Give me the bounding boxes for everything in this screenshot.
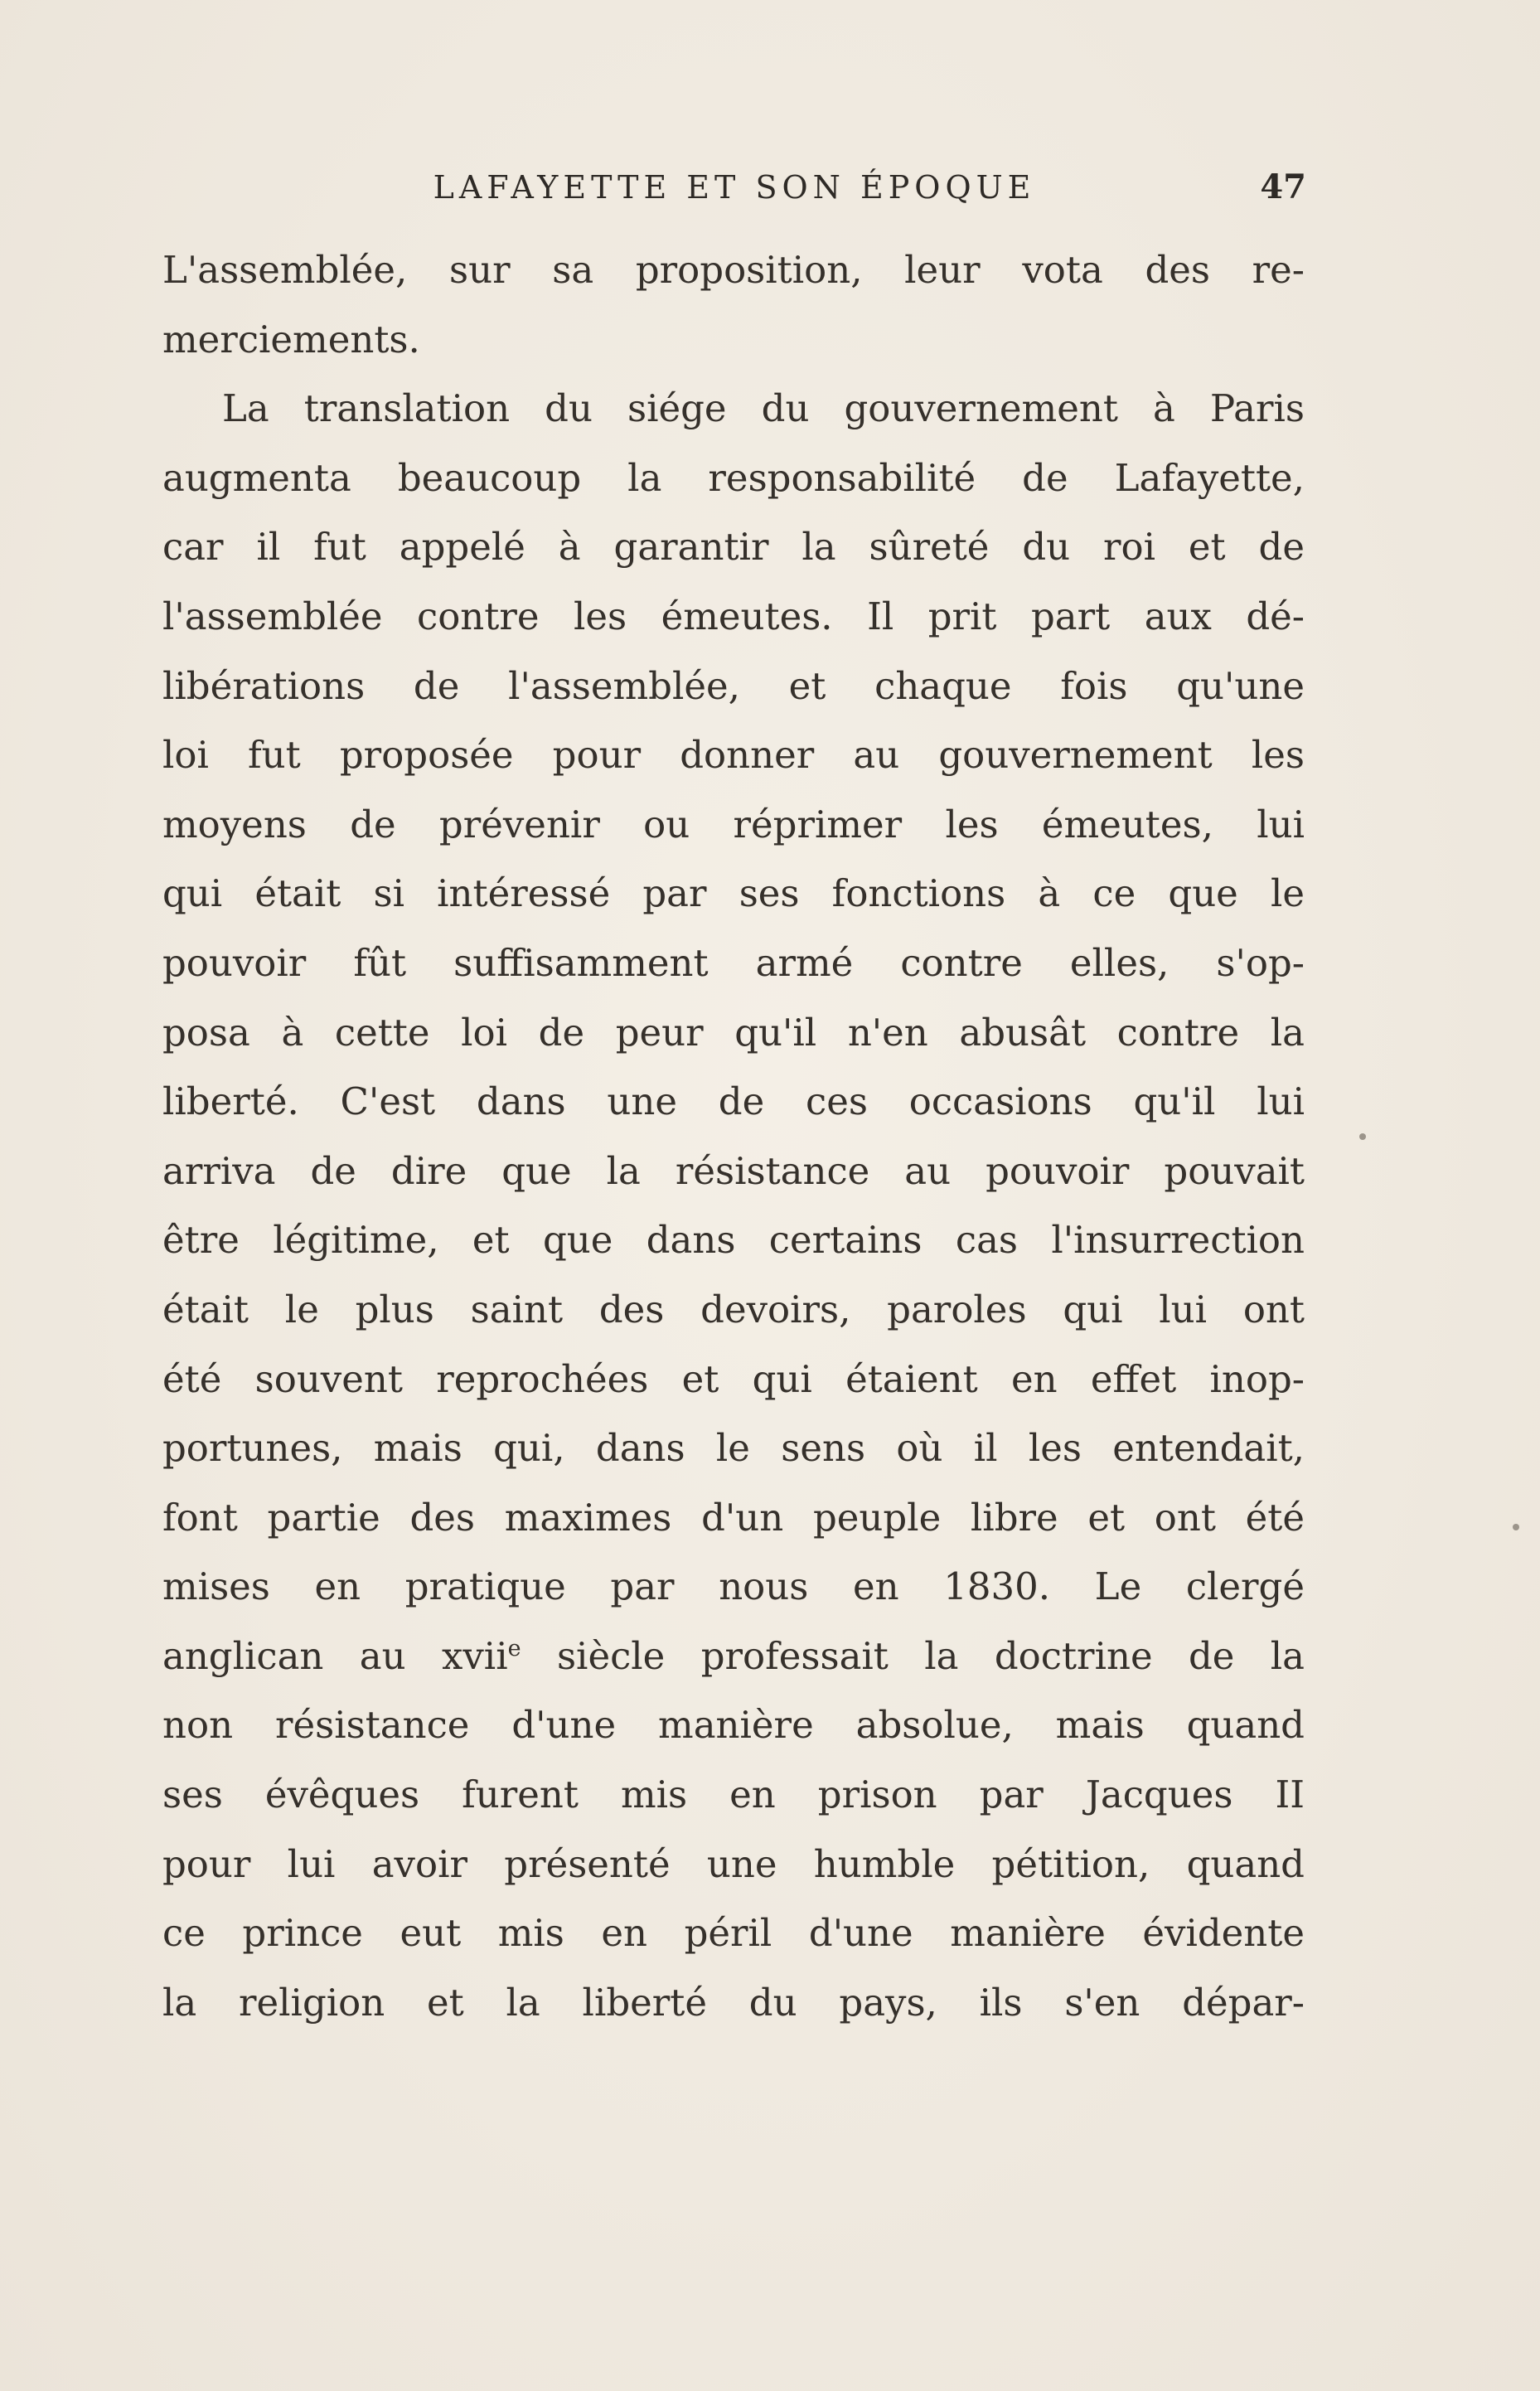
running-title: LAFAYETTE ET SON ÉPOQUE (433, 169, 1036, 206)
text-line: arriva de dire que la résistance au pouvoir pouvait (162, 1148, 1305, 1193)
text-line: La translation du siége du gouvernement à Paris (222, 386, 1305, 431)
text-line: augmenta beaucoup la responsabilité de Lafayette, (162, 455, 1305, 500)
text-line: la religion et la liberté du pays, ils s'en dépar- (162, 1980, 1305, 2025)
paper-speck (1513, 1524, 1519, 1530)
paper-speck (1359, 1133, 1366, 1140)
text-line: pour lui avoir présenté une humble pétition, quand (162, 1841, 1305, 1886)
text-line: qui était si intéressé par ses fonctions à ce que le (162, 871, 1305, 916)
text-line: ce prince eut mis en péril d'une manière évidente (162, 1911, 1305, 1956)
line-end: siècle professait la doctrine de la (521, 1633, 1305, 1678)
text-line: liberté. C'est dans une de ces occasions qu'il lui (162, 1079, 1305, 1124)
text-line: moyens de prévenir ou réprimer les émeutes, lui (162, 802, 1305, 846)
text-line: ses évêques furent mis en prison par Jacques II (162, 1773, 1305, 1817)
text-line: loi fut proposée pour donner au gouvernement les (162, 733, 1305, 778)
text-line: être légitime, et que dans certains cas l'insurrection (162, 1218, 1305, 1263)
text-line: était le plus saint des devoirs, paroles qui lui ont (162, 1287, 1305, 1331)
body-text (162, 235, 1305, 2037)
text-line: L'assemblée, sur sa proposition, leur vota des re- (162, 248, 1305, 292)
text-line: font partie des maximes d'un peuple libre et ont été (162, 1495, 1305, 1540)
text-line: posa à cette loi de peur qu'il n'en abusât contre la (162, 1010, 1305, 1055)
text-line: merciements. (162, 317, 420, 361)
text-line: mises en pratique par nous en 1830. Le clergé (162, 1564, 1305, 1609)
running-head (162, 162, 1306, 212)
text-line (162, 1622, 1305, 1691)
text-line: pouvoir fût suffisamment armé contre elles, s'op- (162, 940, 1305, 985)
text-line: l'assemblée contre les émeutes. Il prit part aux dé- (162, 594, 1305, 638)
text-line: car il fut appelé à garantir la sûreté du roi et de (162, 525, 1305, 570)
line-start: anglican au xvii (162, 1633, 508, 1678)
page-number: 47 (1260, 167, 1306, 206)
text-line: libérations de l'assemblée, et chaque fois qu'une (162, 663, 1305, 708)
century-superscript: e (507, 1635, 521, 1661)
text-line: été souvent reprochées et qui étaient en effet inop- (162, 1356, 1305, 1401)
text-line: non résistance d'une manière absolue, mais quand (162, 1703, 1305, 1748)
text-line: portunes, mais qui, dans le sens où il les entendait, (162, 1426, 1305, 1471)
